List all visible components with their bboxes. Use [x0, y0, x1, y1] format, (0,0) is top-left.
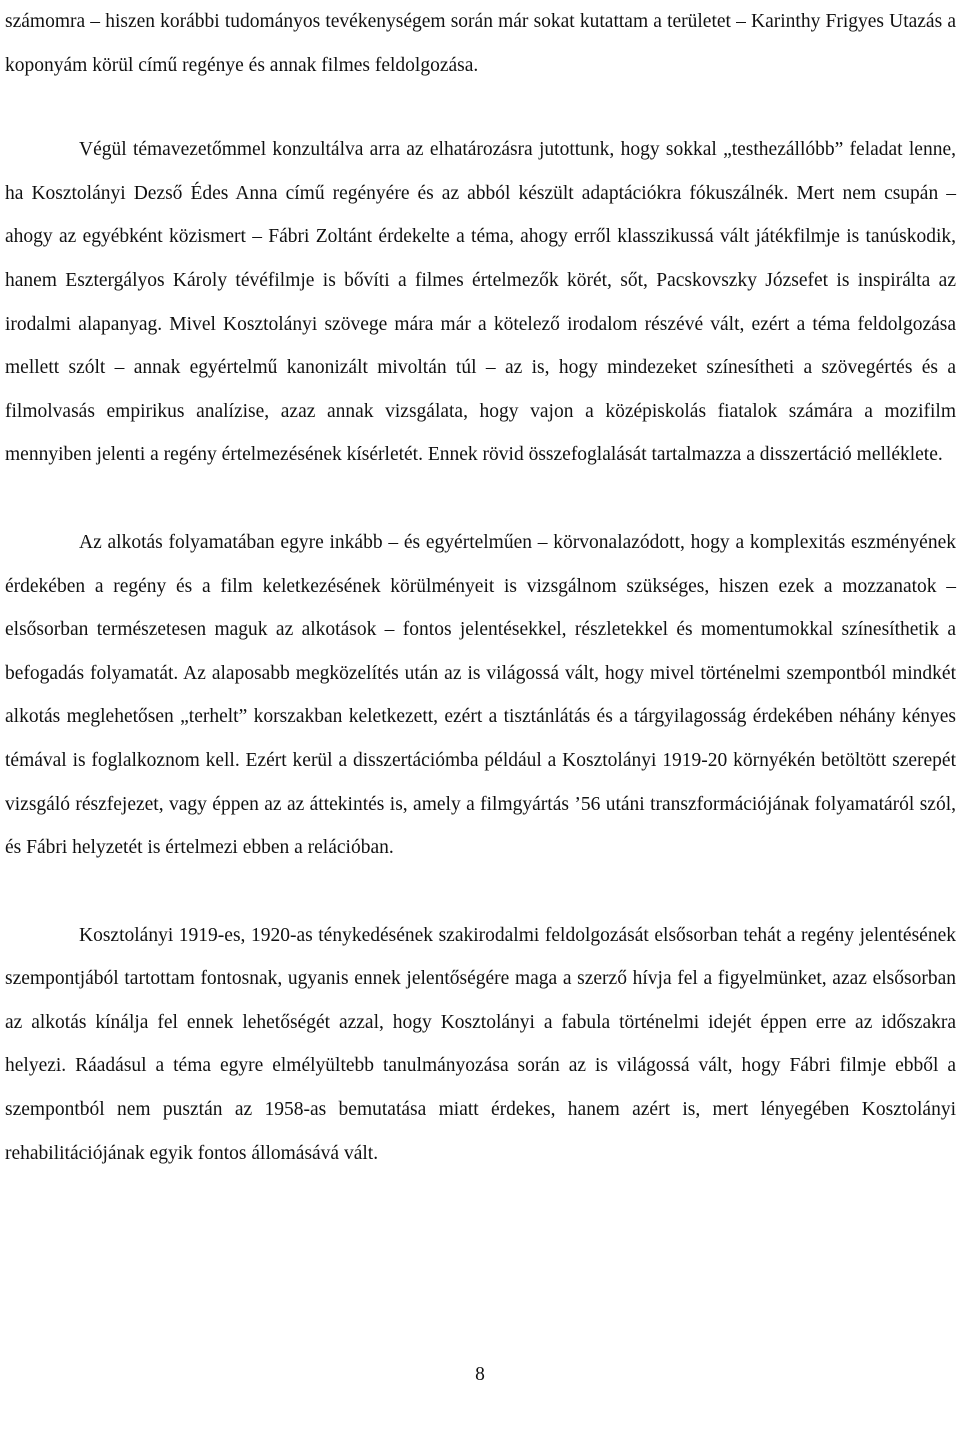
page-number: 8 [475, 1364, 485, 1385]
document-page [5, 0, 956, 1175]
paragraph: Kosztolányi 1919-es, 1920-as ténykedésének szakirodalmi feldolgozását elsősorban tehát a regény jelentésének szempontjából tartottam fontosnak, ugyanis ennek jelentőségére maga a szerző hívja fel a figyelmünket, azaz elsősorban az alkotás kínálja fel ennek lehetőségét azzal, hogy Kosztolányi a fabula történelmi idejét éppen erre az időszakra helyezi. Ráadásul a téma egyre elmélyültebb tanulmányozása során az is világossá vált, hogy Fábri filmje ebből a szempontból nem pusztán az 1958-as bemutatása miatt érdekes, hanem azért is, mert lényegében Kosztolányi rehabilitációjának egyik fontos állomásává vált. [5, 924, 956, 1164]
paragraph: Végül témavezetőmmel konzultálva arra az elhatározásra jutottunk, hogy sokkal „testhezállóbb” feladat lenne, ha Kosztolányi Dezső Édes Anna című regényére és az abból készült adaptációkra fókuszálnék. Mert nem csupán – ahogy az egyébként közismert – Fábri Zoltánt érdekelte a téma, ahogy erről klasszikussá vált játékfilmje is tanúskodik, hanem Esztergályos Károly tévéfilmje is bővíti a filmes értelmezők körét, sőt, Pacskovszky Józsefet is inspirálta az irodalmi alapanyag. Mivel Kosztolányi szövege mára már a kötelező irodalom részévé vált, ezért a téma feldolgozása mellett szólt – annak egyértelmű kanonizált mivoltán túl – az is, hogy mindezeket színesítheti a szövegértés és a filmolvasás empirikus analízise, azaz annak vizsgálata, hogy vajon a középiskolás fiatalok számára a mozifilm mennyiben jelenti a regény értelmezésének kísérletét. Ennek rövid összefoglalását tartalmazza a disszertáció melléklete. [5, 139, 956, 466]
paragraph: Az alkotás folyamatában egyre inkább – és egyértelműen – körvonalazódott, hogy a komplexitás eszményének érdekében a regény és a film keletkezésének körülményeit is vizsgálnom szükséges, hiszen ezek a mozzanatok – elsősorban természetesen maguk az alkotások – fontos jelentésekkel, részletekkel és momentumokkal színesíthetik a befogadás folyamatát. Az alaposabb megközelítés után az is világossá vált, hogy mivel történelmi szempontból mindkét alkotás meglehetősen „terhelt” korszakban keletkezett, ezért a tisztánlátás és a tárgyilagosság érdekében néhány kényes témával is foglalkoznom kell. Ezért kerül a disszertációmba például a Kosztolányi 1919-20 környékén betöltött szerepét vizsgáló részfejezet, vagy éppen az az áttekintés is, amely a filmgyártás ’56 utáni transzformációjának folyamatáról szól, és Fábri helyzetét is értelmezi ebben a relációban. [5, 531, 956, 859]
paragraph-continuation: számomra – hiszen korábbi tudományos tevékenységem során már sokat kutattam a területet – Karinthy Frigyes Utazás a koponyám körül című regénye és annak filmes feldolgozása. [5, 11, 956, 76]
